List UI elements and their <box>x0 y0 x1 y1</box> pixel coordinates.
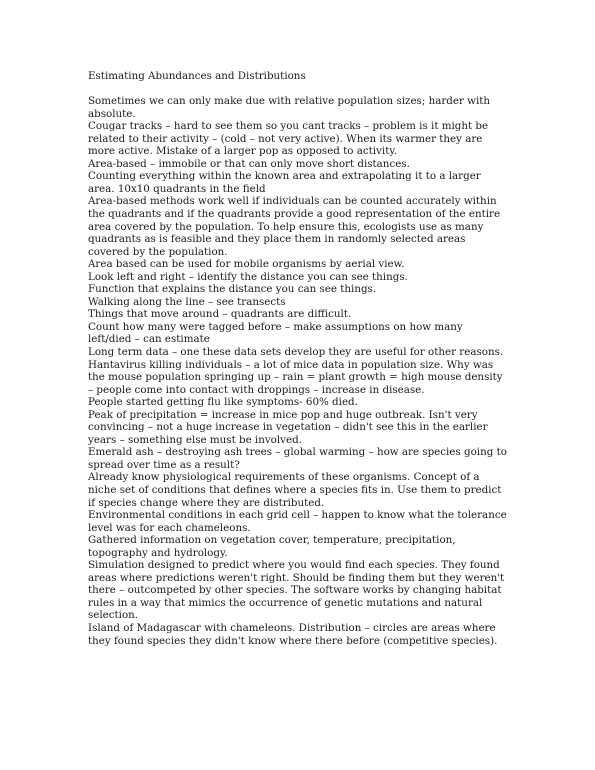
paragraph: Count how many were tagged before – make assumptions on how many left/died – can estimate <box>88 320 463 346</box>
paragraph: Look left and right – identify the distance you can see things. <box>88 270 408 283</box>
paragraph: Long term data – one these data sets develop they are useful for other reasons. <box>88 345 504 358</box>
paragraph: Sometimes we can only make due with relative population sizes; harder with absolute. <box>88 95 491 120</box>
paragraph: Gathered information on vegetation cover, temperature, precipitation, topography and hydrology. <box>88 534 456 559</box>
paragraph: People started getting flu like symptoms- 60% died. <box>88 396 358 409</box>
paragraph: Walking along the line – see transects <box>88 295 286 308</box>
document-title: Estimating Abundances and Distributions <box>88 70 306 82</box>
paragraph: Peak of precipitation = increase in mice pop and huge outbreak. Isn't very convincing – not a huge increase in vegetation – didn't see this in the earlier years – something else must be involved. <box>88 408 488 446</box>
paragraph: Simulation designed to predict where you would find each species. They found areas where predictions weren't right. Should be finding them but they weren't there – outcompeted by other species. The software works by changing habitat rules in a way that mimics the occurrence of genetic mutations and natural selection. <box>88 559 505 622</box>
document-body <box>88 70 508 647</box>
paragraph: Counting everything within the known area and extrapolating it to a larger area. 10x10 quadrants in the field <box>88 170 481 195</box>
paragraph: Hantavirus killing individuals – a lot of mice data in population size. Why was the mouse population springing up – rain = plant growth = high mouse density – people come into contact with droppings – increase in disease. <box>88 358 503 396</box>
paragraph: Things that move around – quadrants are difficult. <box>88 308 352 321</box>
paragraph: Area-based methods work well if individuals can be counted accurately within the quadrants and if the quadrants provide a good representation of the entire area covered by the population. To help ensure this, ecologists use as many quadrants as is feasible and they place them in randomly selected areas covered by the population. <box>88 195 501 258</box>
paragraph: Environmental conditions in each grid cell – happen to know what the tolerance level was for each chameleons. <box>88 509 507 534</box>
paragraph: Island of Madagascar with chameleons. Distribution – circles are areas where they found species they didn't know where there before (competitive species). <box>88 622 498 647</box>
paragraph: Already know physiological requirements of these organisms. Concept of a niche set of conditions that defines where a species fits in. Use them to predict if species change where they are distributed. <box>88 471 502 509</box>
paragraph: Emerald ash – destroying ash trees – global warming – how are species going to spread over time as a result? <box>88 446 507 471</box>
paragraph: Function that explains the distance you can see things. <box>88 283 377 296</box>
paragraph: Area-based – immobile or that can only move short distances. <box>88 157 410 170</box>
paragraph: Cougar tracks – hard to see them so you cant tracks – problem is it might be related to their activity – (cold – not very active). When its warmer they are more active. Mistake of a larger pop as opposed to activity. <box>88 120 489 158</box>
paragraph: Area based can be used for mobile organisms by aerial view. <box>88 258 405 271</box>
